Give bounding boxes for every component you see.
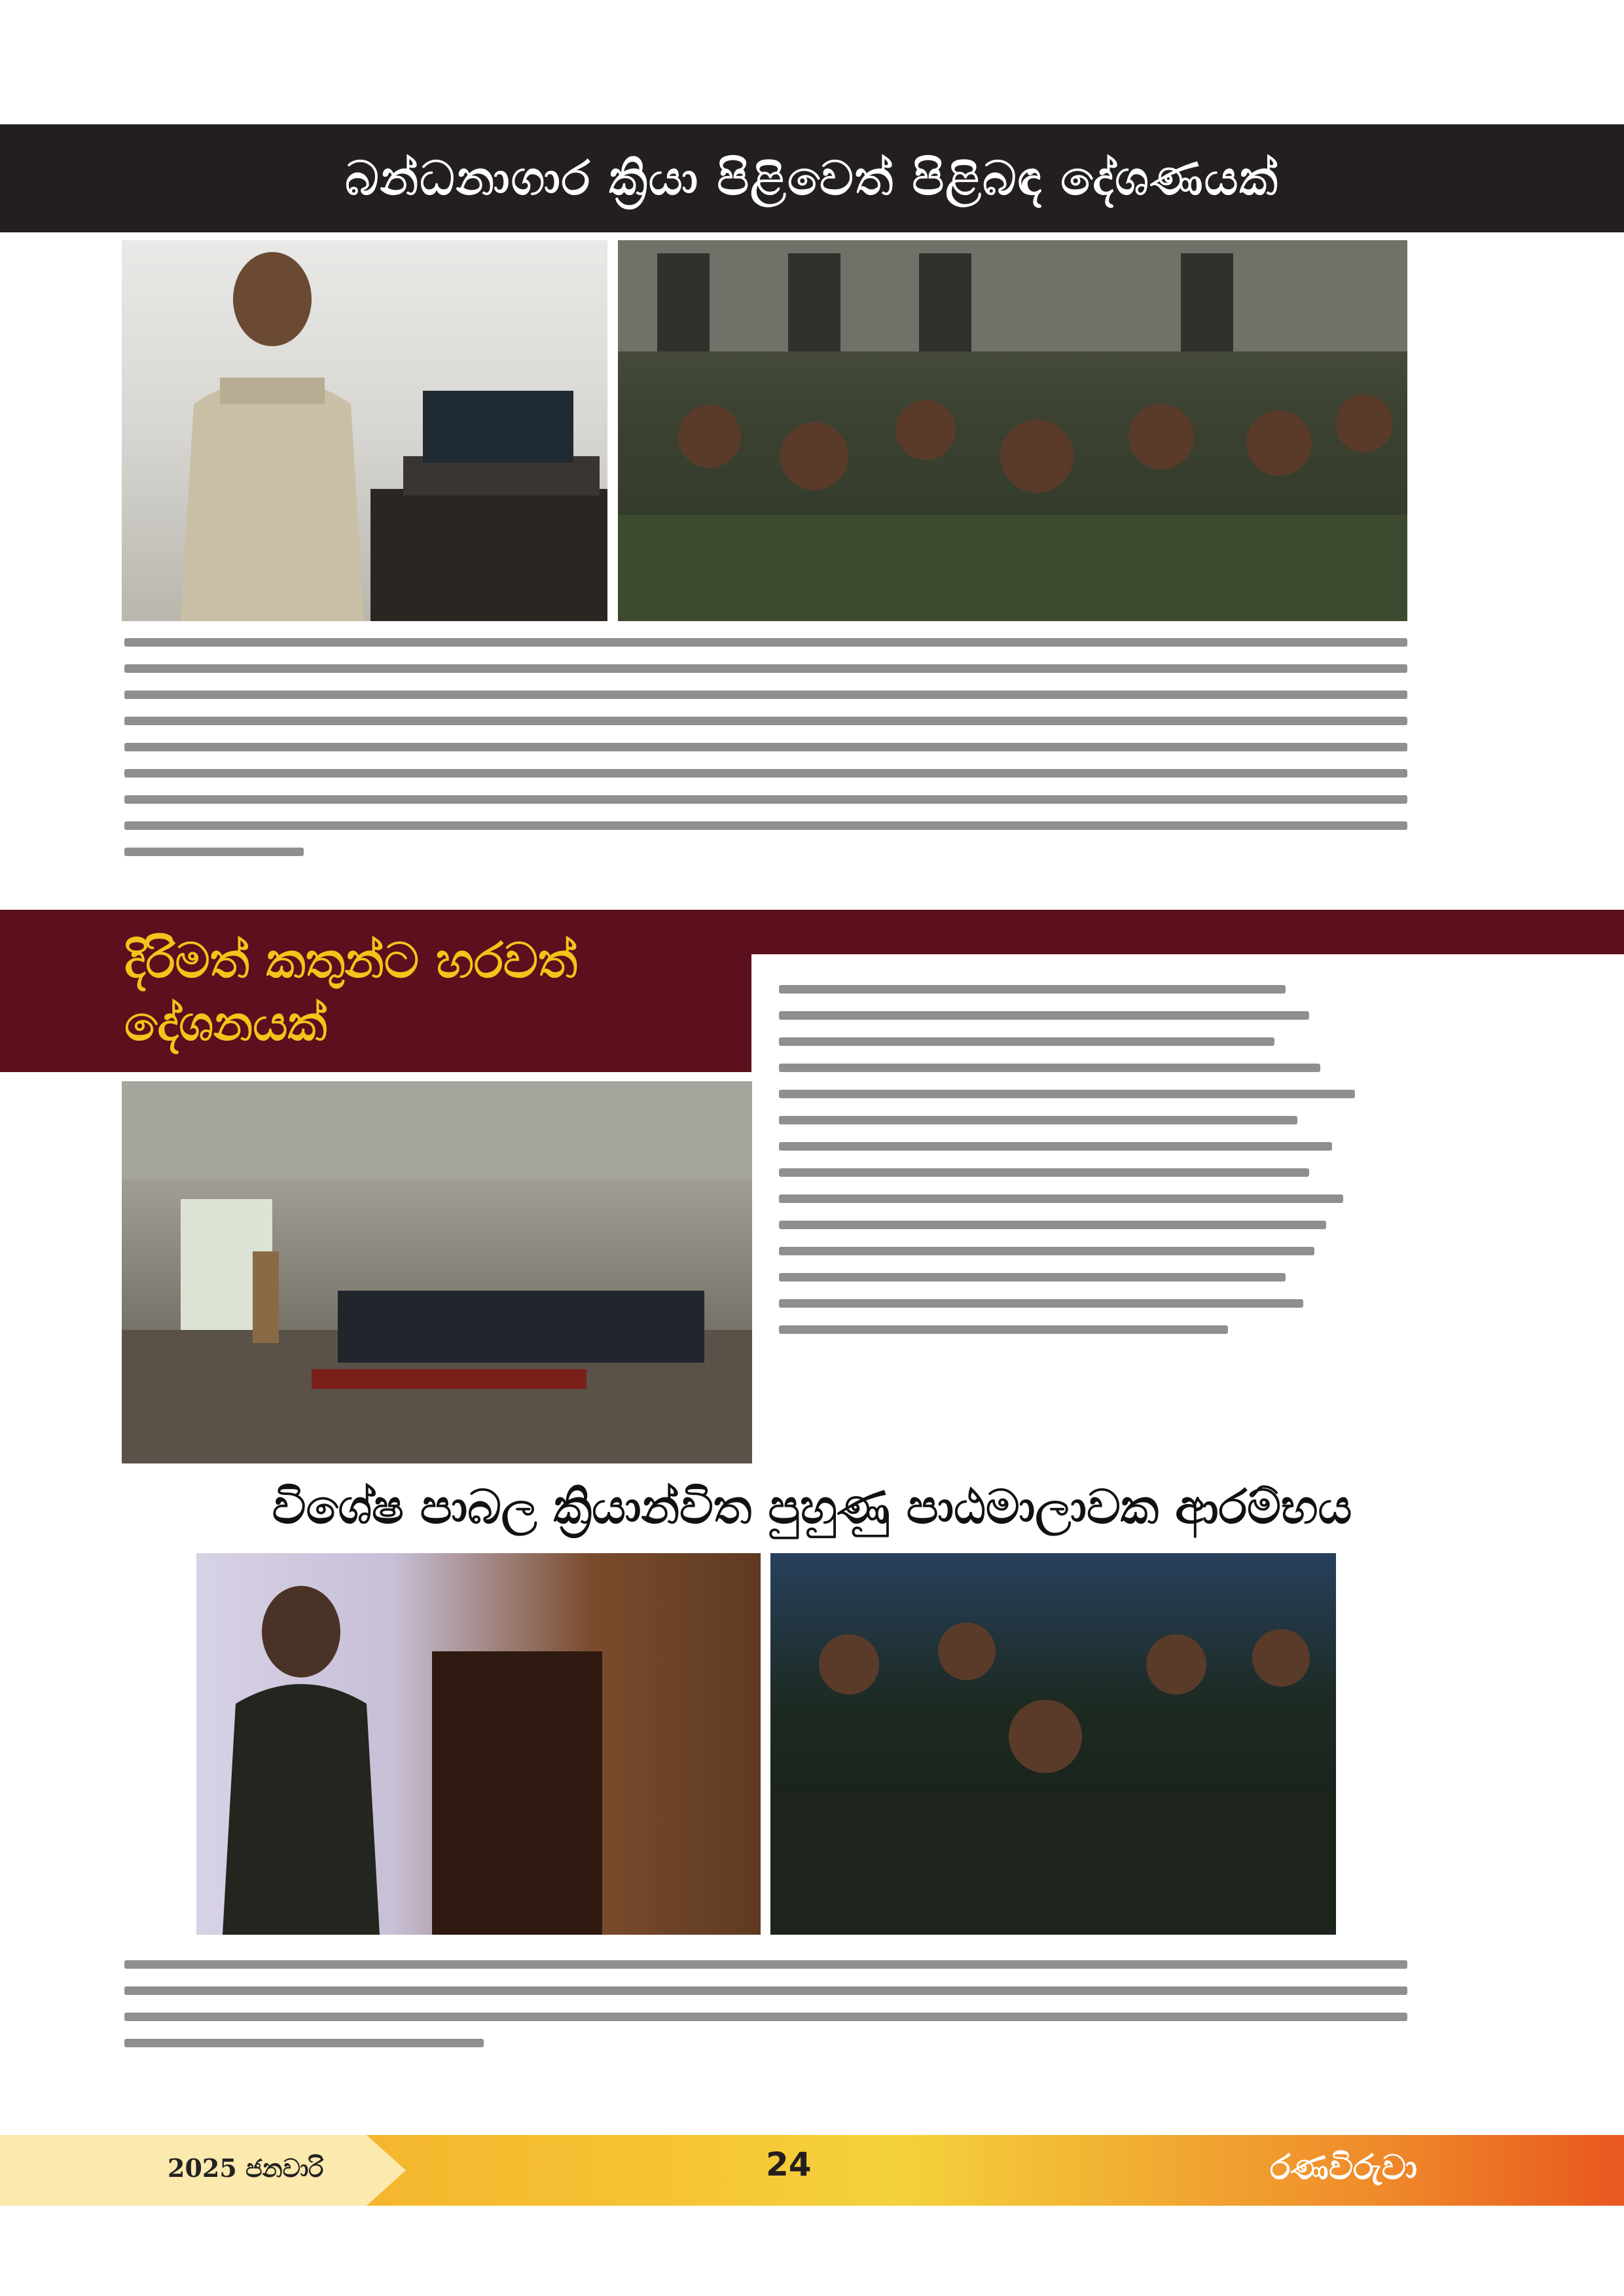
section1-heading: බන්ධනාගාර ක්‍රියා පිළිවෙත් පිළිබඳ දේශණයක් (345, 150, 1279, 206)
section2-hall-photo (122, 1081, 752, 1463)
footer-date: 2025 ජනවාරි (168, 2153, 324, 2183)
audience-image (770, 1553, 1336, 1935)
section1-heading-band (0, 124, 1624, 232)
magazine-brand: රණවිරුවා (1270, 2148, 1418, 2187)
section3-audience-photo (770, 1553, 1336, 1935)
section2-heading-box (0, 910, 751, 1072)
section1-speaker-photo (122, 240, 607, 621)
section2-heading: දිරිමත් කතුන්ට හරවත් දේශනයක් (124, 933, 578, 1052)
section2-article-text (779, 985, 1355, 1352)
hall-image (122, 1081, 752, 1463)
section1-audience-photo (618, 240, 1407, 621)
section3-heading: විශේෂ පාබල ක්‍රියාන්විත පුහුණු පාඨමාලාවක ආරම්භය (272, 1479, 1352, 1534)
speaker-image (122, 240, 607, 621)
section1-article-text (124, 638, 1407, 874)
page-number: 24 (766, 2145, 812, 2183)
section3-speaker-photo (196, 1553, 761, 1935)
audience-image (618, 240, 1407, 621)
speaker-image (196, 1553, 761, 1935)
section3-article-text (124, 1960, 1407, 2065)
